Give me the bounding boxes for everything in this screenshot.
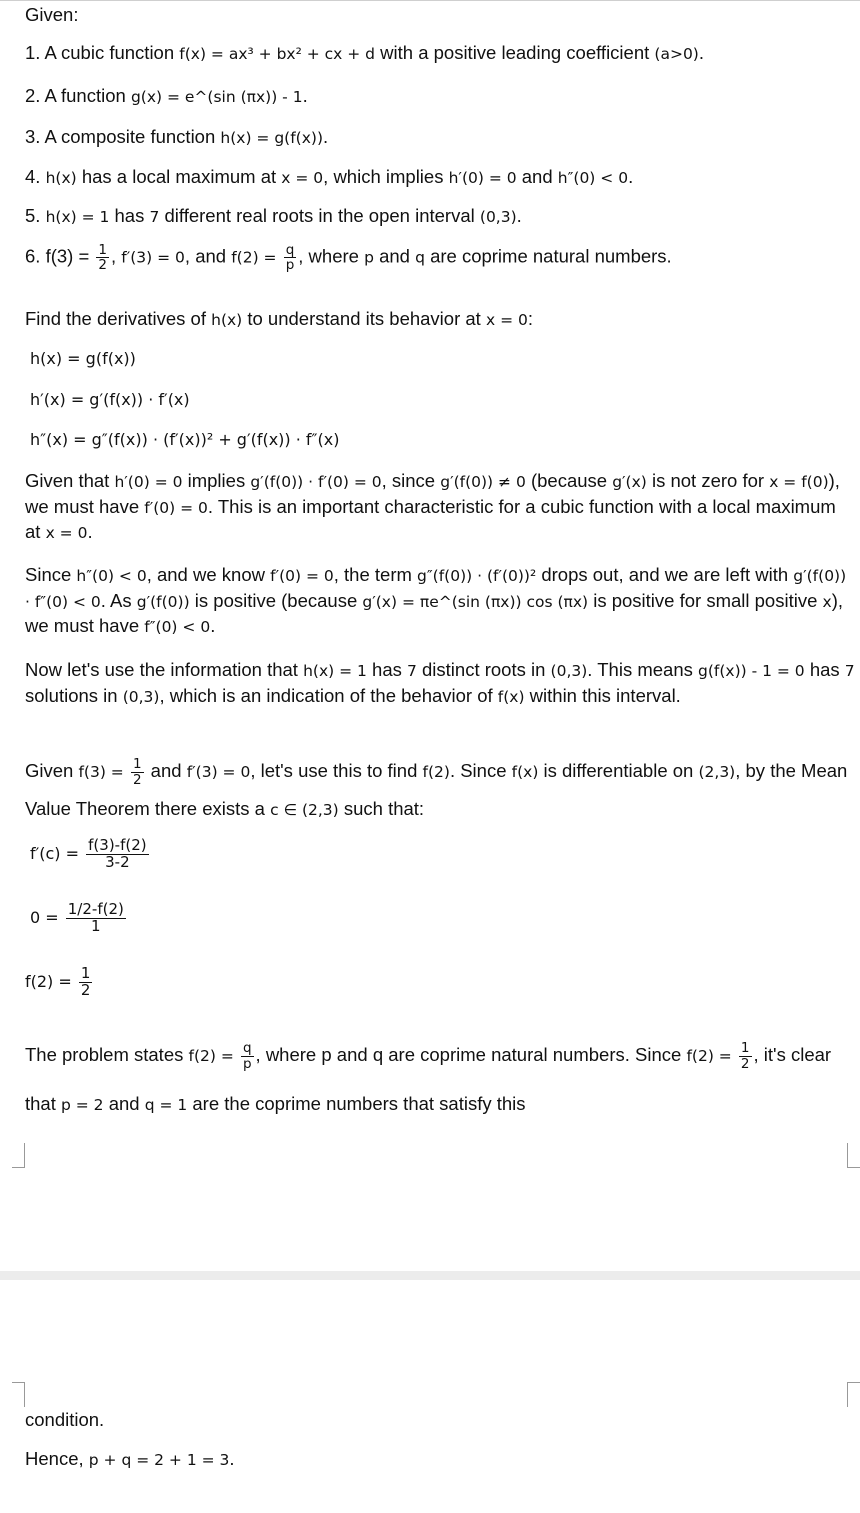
cubic-formula: f(x) = ax³ + bx² + cx + d xyxy=(179,45,376,63)
page-separator xyxy=(0,1271,860,1280)
given-item-3: 3. A composite function h(x) = g(f(x)). xyxy=(25,126,329,147)
mvt-line-3: f(2) = $\frac{1}{2}$ xyxy=(25,964,91,999)
given-heading: Given: xyxy=(25,4,79,25)
given-item-5: 5. h(x) = 1 has 7 different real roots in the open interval (0,3). xyxy=(25,205,522,226)
paragraph-conclusion: The problem states f(2) = $\frac{q}{p}$ , where p and q are coprime natural numbers. Since f(2) = $\frac{1}{2}$ , it's clear that p = 2 and q = 1 are the coprime numbers that satisfy this xyxy=(25,1040,832,1115)
paragraph-second-derivative: Since h″(0) < 0, and we know f′(0) = 0, the term g″(f(0)) · (f′(0))² drops out, and we are left with g′(f(0)) · f″(0) < 0. As g′(f(0)) is positive (because g′(x) = πe^(sin (πx)) cos (πx) is positive for small positive x), we must have f″(0) < 0. xyxy=(25,564,847,637)
equation-h-double-prime: h″(x) = g″(f(x)) · (f′(x))² + g′(f(x)) · f″(x) xyxy=(30,430,340,449)
given-item-6: 6. f(3) = $\frac{1}{2}$ , f′(3) = 0, and f(2) = $\frac{q}{p}$ , where p and q are coprime natural numbers. xyxy=(25,242,672,274)
given-item-4: 4. h(x) has a local maximum at x = 0, which implies h′(0) = 0 and h″(0) < 0. xyxy=(25,166,634,187)
paragraph-mvt: Given f(3) = $\frac{1}{2}$ and f′(3) = 0, let's use this to find f(2). Since f(x) is differentiable on (2,3), by the Mean Value Theorem there exists a c ∈ (2,3) such that: xyxy=(25,756,848,819)
page-top-border xyxy=(0,0,860,1)
fraction-half: $\frac{1}{2}$ xyxy=(98,242,107,274)
page-corner-mark xyxy=(12,1143,25,1168)
given-item-2: 2. A function g(x) = e^(sin (πx)) - 1. xyxy=(25,85,308,106)
page-corner-mark xyxy=(12,1382,25,1407)
page-2 xyxy=(0,1280,860,1513)
g-formula: g(x) = e^(sin (πx)) - 1 xyxy=(130,88,303,106)
fraction-q-over-p: $\frac{q}{p}$ xyxy=(285,242,295,274)
page-corner-mark xyxy=(847,1382,860,1407)
paragraph-first-derivative: Given that h′(0) = 0 implies g′(f(0)) · f′(0) = 0, since g′(f(0)) ≠ 0 (because g′(x) is not zero for x = f(0)), we must have f′(0) = 0. This is an important characteristic for a cubic function with a local maximum at x = 0. xyxy=(25,470,840,543)
equation-h-prime: h′(x) = g′(f(x)) · f′(x) xyxy=(30,390,190,409)
final-answer: Hence, p + q = 2 + 1 = 3. xyxy=(25,1448,235,1469)
mvt-line-2: 0 = $\frac{1/2-f(2)}{1}$ xyxy=(30,900,124,935)
paragraph-roots: Now let's use the information that h(x) = 1 has 7 distinct roots in (0,3). This means g(f(x)) - 1 = 0 has 7 solutions in (0,3), which is an indication of the behavior of f(x) within this interval. xyxy=(25,659,855,706)
page-corner-mark xyxy=(847,1143,860,1168)
condition-continuation: condition. xyxy=(25,1409,105,1430)
equation-h: h(x) = g(f(x)) xyxy=(30,349,136,368)
derivatives-intro: Find the derivatives of h(x) to understand its behavior at x = 0: xyxy=(25,308,533,329)
mvt-line-1: f′(c) = $\frac{f(3)-f(2)}{3-2}$ xyxy=(30,836,147,871)
given-item-1: 1. A cubic function f(x) = ax³ + bx² + cx + d with a positive leading coefficient (a>0). xyxy=(25,42,704,63)
